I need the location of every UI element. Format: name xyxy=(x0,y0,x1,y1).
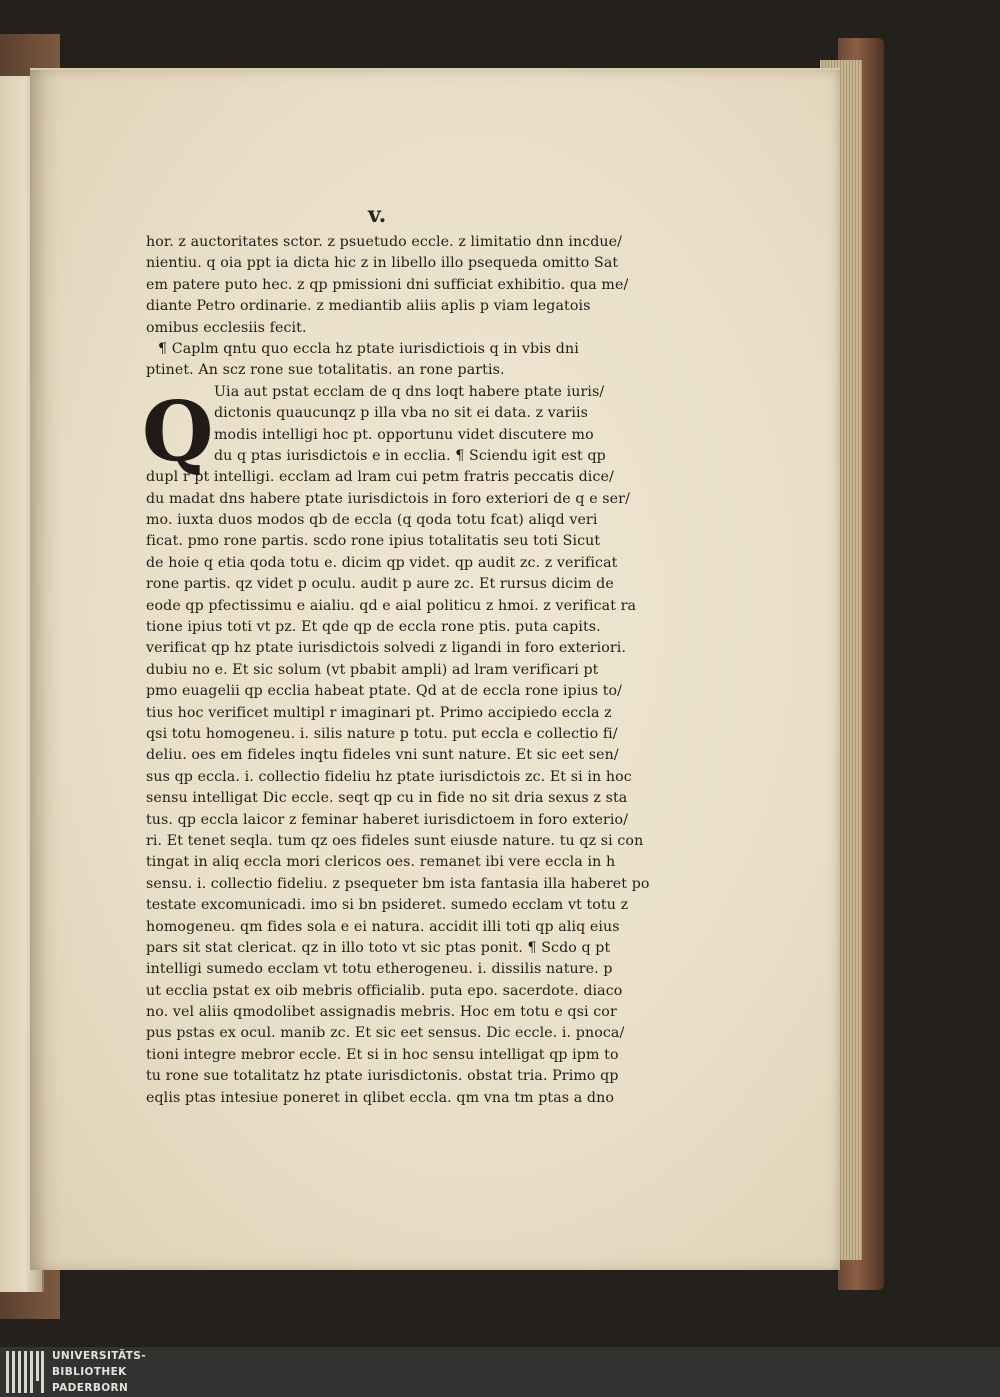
body-line: testate excomunicadi. imo si bn psideret. sumedo ecclam vt totu z xyxy=(146,897,629,914)
body-line: eode qp pfectissimu e aialiu. qd e aial politicu z hmoi. z verificat ra xyxy=(146,597,637,614)
body-line: ri. Et tenet seqla. tum qz oes fideles sunt eiusde nature. tu qz si con xyxy=(146,832,644,849)
body-line: ut ecclia pstat ex oib mebris officialib. puta epo. sacerdote. diaco xyxy=(146,982,623,999)
library-name-line: BIBLIOTHEK xyxy=(52,1366,127,1378)
body-line: tus. qp eccla laicor z feminar haberet iurisdictoem in foro exterio/ xyxy=(146,811,629,828)
text-block xyxy=(146,232,686,1109)
body-line: deliu. oes em fideles inqtu fideles vni sunt nature. Et sic eet sen/ xyxy=(146,747,619,764)
text-line: em patere puto hec. z qp pmissioni dni sufficiat exhibitio. qua me/ xyxy=(146,276,629,293)
body-line: intelligi sumedo ecclam vt totu etherogeneu. i. dissilis nature. p xyxy=(146,961,613,978)
body-line: sus qp eccla. i. collectio fideliu hz ptate iurisdictois zc. Et si in hoc xyxy=(146,768,632,785)
body-line: pars sit stat clericat. qz in illo toto vt sic ptas ponit. ¶ Scdo q pt xyxy=(146,939,611,956)
text-line: hor. z auctoritates sctor. z psuetudo eccle. z limitatio dnn incdue/ xyxy=(146,234,623,250)
body-line: du q ptas iurisdictois e in ecclia. ¶ Sciendu igit est qp xyxy=(214,447,606,464)
body-line: tius hoc verificet multipl r imaginari pt. Primo accipiedo eccla z xyxy=(146,704,612,721)
body-line: qsi totu homogeneu. i. silis nature p totu. put eccla e collectio fi/ xyxy=(146,725,618,742)
text-line: nientiu. q oia ppt ia dicta hic z in libello illo psequeda omitto Sat xyxy=(146,255,619,272)
body-line: rone partis. qz videt p oculu. audit p aure zc. Et rursus dicim de xyxy=(146,576,614,593)
body-line: no. vel aliis qmodolibet assignadis mebris. Hoc em totu e qsi cor xyxy=(146,1004,617,1021)
body-line: sensu intelligat Dic eccle. seqt qp cu in fide no sit dria sexus z sta xyxy=(146,790,628,807)
body-line: du madat dns habere ptate iurisdictois in foro exteriori de q e ser/ xyxy=(146,490,630,507)
library-name-line: UNIVERSITÄTS- xyxy=(52,1350,147,1362)
body-line: dupl r pt intelligi. ecclam ad lram cui petm fratris peccatis dice/ xyxy=(146,469,614,486)
body-line: eqlis ptas intesiue poneret in qlibet eccla. qm vna tm ptas a dno xyxy=(146,1089,614,1106)
signature-mark: v. xyxy=(368,202,387,228)
body-line: pmo euagelii qp ecclia habeat ptate. Qd at de eccla rone ipius to/ xyxy=(146,683,623,700)
body-line: homogeneu. qm fides sola e ei natura. accidit illi toti qp aliq eius xyxy=(146,918,620,935)
library-name-line: PADERBORN xyxy=(52,1382,129,1394)
library-footer xyxy=(0,1347,1000,1397)
body-line: Uia aut pstat ecclam de q dns loqt habere ptate iuris/ xyxy=(214,383,605,400)
body-line: tioni integre mebror eccle. Et si in hoc sensu intelligat qp ipm to xyxy=(146,1046,619,1063)
body-line: verificat qp hz ptate iurisdictois solvedi z ligandi in foro exteriori. xyxy=(146,640,627,657)
body-line: tu rone sue totalitatz hz ptate iurisdictonis. obstat tria. Primo qp xyxy=(146,1068,619,1085)
body-line: tingat in aliq eccla mori clericos oes. remanet ibi vere eccla in h xyxy=(146,854,616,871)
text-line: omibus ecclesiis fecit. xyxy=(146,319,307,336)
body-line: mo. iuxta duos modos qb de eccla (q qoda totu fcat) aliqd veri xyxy=(146,512,598,529)
body-line: tione ipius toti vt pz. Et qde qp de eccla rone ptis. puta capits. xyxy=(146,619,601,636)
text-line: diante Petro ordinarie. z mediantib aliis aplis p viam legatois xyxy=(146,298,591,315)
body-line: sensu. i. collectio fideliu. z psequeter bm ista fantasia illa haberet po xyxy=(146,875,650,892)
body-line: dictonis quaucunqz p illa vba no sit ei data. z variis xyxy=(214,405,588,422)
body-line: dubiu no e. Et sic solum (vt pbabit ampli) ad lram verificari pt xyxy=(146,661,599,678)
library-name xyxy=(52,1348,146,1396)
chapter-heading-line: ptinet. An scz rone sue totalitatis. an rone partis. xyxy=(146,362,505,379)
body-line: de hoie q etia qoda totu e. dicim qp videt. qp audit zc. z verificat xyxy=(146,554,618,571)
drop-cap-initial: Q xyxy=(142,384,214,480)
chapter-heading-line: ¶ Caplm qntu quo eccla hz ptate iurisdictiois q in vbis dni xyxy=(158,340,579,357)
library-logo-icon xyxy=(4,1351,44,1393)
body-line: ficat. pmo rone partis. scdo rone ipius totalitatis seu toti Sicut xyxy=(146,533,601,550)
body-line: modis intelligi hoc pt. opportunu videt discutere mo xyxy=(214,426,594,443)
body-line: pus pstas ex ocul. manib zc. Et sic eet sensus. Dic eccle. i. pnoca/ xyxy=(146,1025,625,1042)
